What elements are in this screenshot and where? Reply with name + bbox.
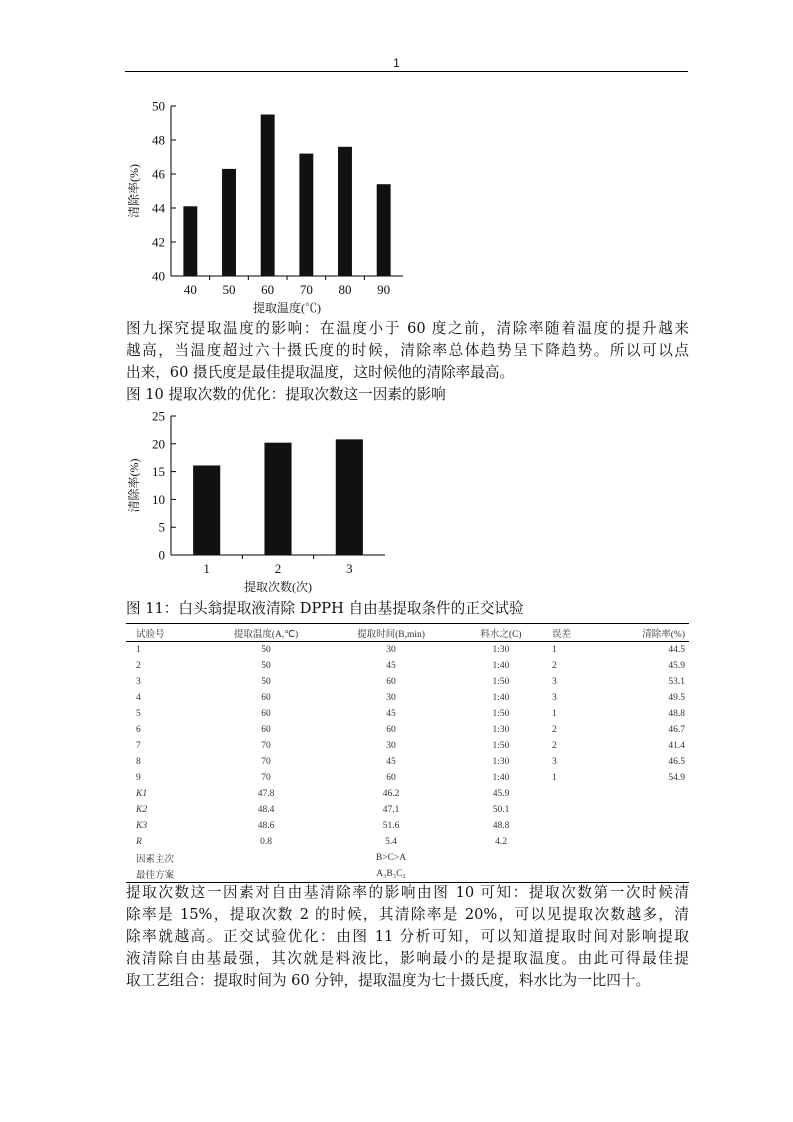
- table-cell: 0.8: [260, 837, 272, 847]
- table-cell: 50: [261, 677, 271, 687]
- table-row: [126, 642, 689, 659]
- paragraph-line: 除率是 15%，提取次数 2 的时候，其清除率是 20%，可以见提取次数越多，清: [126, 906, 689, 923]
- table-cell: 54.9: [668, 773, 685, 783]
- chart-extraction-temperature: [120, 96, 410, 322]
- bar: [336, 439, 363, 555]
- table-cell: 45.9: [492, 789, 510, 799]
- table-cell: 4.2: [495, 837, 507, 847]
- table-cell: 7: [136, 741, 141, 751]
- y-axis-label: 清除率(%): [127, 458, 141, 513]
- table-cell: 47.1: [382, 805, 400, 815]
- bar: [338, 147, 352, 276]
- table-cell: 2: [552, 661, 557, 671]
- x-tick-label: 90: [377, 282, 391, 297]
- table-cell: 50: [261, 661, 271, 671]
- table-cell: 60: [261, 693, 271, 703]
- column-header: 提取温度(A,℃): [206, 624, 326, 642]
- orthogonal-test-table: [126, 623, 689, 883]
- caption-figure-10: 图 10 提取次数的优化：提取次数这一因素的影响: [126, 386, 446, 403]
- table-cell: 1:30: [492, 725, 510, 735]
- stat-label: K1: [136, 789, 148, 799]
- y-tick-label: 48: [152, 132, 165, 148]
- best-plan-value: A₃B₃C₂: [326, 866, 456, 883]
- column-header: 料水之(C): [456, 624, 546, 642]
- y-tick-label: 42: [152, 234, 165, 250]
- stat-label: R: [136, 837, 142, 847]
- table-row: [126, 738, 689, 754]
- y-tick-label: 10: [152, 491, 165, 507]
- table-cell: 3: [136, 677, 141, 687]
- table-best-plan-row: [126, 866, 689, 883]
- x-tick-label: 60: [261, 282, 275, 297]
- factor-order-label: 因素主次: [136, 855, 175, 865]
- table-cell: 1:50: [492, 677, 510, 687]
- table-cell: 1:50: [492, 741, 510, 751]
- y-tick-label: 15: [152, 464, 165, 480]
- bar: [222, 169, 236, 276]
- table-cell: 45.9: [668, 661, 685, 671]
- table-cell: 1: [552, 709, 557, 719]
- table-cell: 1:30: [492, 645, 510, 655]
- table-cell: 51.6: [382, 821, 400, 831]
- table-cell: 48.6: [257, 821, 275, 831]
- table-cell: 1:40: [492, 773, 510, 783]
- y-tick-label: 5: [158, 519, 165, 535]
- table-cell: 50.1: [492, 805, 510, 815]
- table-cell: 49.5: [668, 693, 685, 703]
- x-tick-label: 50: [222, 282, 236, 297]
- table-cell: 2: [552, 725, 557, 735]
- factor-order-value: B>C>A: [375, 853, 407, 863]
- table-cell: 5.4: [385, 837, 397, 847]
- y-tick-label: 40: [152, 268, 165, 284]
- paragraph-count-and-orthogonal-analysis: [126, 882, 689, 992]
- table-row: [126, 754, 689, 770]
- table-cell: 4: [136, 693, 141, 703]
- bar: [377, 184, 391, 276]
- table-cell: 46.2: [382, 789, 400, 799]
- table-cell: 60: [386, 725, 396, 735]
- paragraph-line: 提取次数这一因素对自由基清除率的影响由图 10 可知：提取次数第一次时候清: [126, 884, 689, 901]
- table-row: [126, 706, 689, 722]
- stat-label: K2: [136, 805, 148, 815]
- caption-figure-11: 图 11：白头翁提取液清除 DPPH 自由基提取条件的正交试验: [126, 600, 524, 617]
- table-row: [126, 722, 689, 738]
- x-tick-label: 80: [338, 282, 352, 297]
- table-cell: 3: [552, 677, 557, 687]
- table-factor-order-row: [126, 850, 689, 866]
- bar: [264, 443, 291, 555]
- column-header: 清除率(%): [612, 624, 689, 642]
- bar: [299, 154, 313, 276]
- table-cell: 53.1: [668, 677, 685, 687]
- y-tick-label: 44: [152, 200, 165, 216]
- table-cell: 70: [261, 741, 271, 751]
- table-cell: 9: [136, 773, 141, 783]
- table-cell: 30: [386, 645, 396, 655]
- x-axis-label: 提取温度(℃): [253, 301, 321, 315]
- table-cell: 1: [552, 773, 557, 783]
- table-cell: 8: [136, 757, 141, 767]
- table-cell: 5: [136, 709, 141, 719]
- table-row: [126, 674, 689, 690]
- paragraph-temperature-analysis: [126, 318, 689, 384]
- x-tick-label: 40: [183, 282, 197, 297]
- table-cell: 1:50: [492, 709, 510, 719]
- table-cell: 2: [136, 661, 141, 671]
- table-cell: 41.4: [668, 741, 685, 751]
- table-cell: 44.5: [668, 645, 685, 655]
- table-header-row: [126, 624, 689, 642]
- table-cell: 47.8: [257, 789, 275, 799]
- table-row: [126, 690, 689, 706]
- column-header: 提取时间(B,min): [326, 624, 456, 642]
- paragraph-line: 图九探究提取温度的影响：在温度小于 60 度之前，清除率随着温度的提升越来: [126, 320, 689, 337]
- paragraph-line: 除率就越高。正交试验优化：由图 11 分析可知，可以知道提取时间对影响提取: [126, 928, 689, 945]
- y-tick-label: 20: [152, 436, 165, 452]
- table-stat-row: [126, 818, 689, 834]
- page-number: 1: [393, 56, 400, 70]
- y-tick-label: 25: [152, 408, 165, 424]
- table-cell: 30: [386, 741, 396, 751]
- header-rule: [125, 71, 688, 72]
- table-cell: 60: [386, 773, 396, 783]
- best-plan-label: 最佳方案: [126, 866, 206, 883]
- y-axis-label: 清除率(%): [127, 164, 141, 218]
- x-axis-label: 提取次数(次): [244, 580, 312, 594]
- table-row: [126, 658, 689, 674]
- x-tick-label: 2: [274, 561, 282, 576]
- table-cell: 46.5: [668, 757, 685, 767]
- table-stat-row: [126, 834, 689, 850]
- table-cell: 6: [136, 725, 141, 735]
- table-cell: 48.4: [257, 805, 275, 815]
- x-tick-label: 1: [203, 561, 210, 576]
- table-cell: 1:30: [492, 757, 510, 767]
- table-cell: 48.8: [668, 709, 685, 719]
- table-cell: 45: [386, 709, 396, 719]
- y-tick-label: 50: [152, 98, 165, 114]
- table-cell: 2: [552, 741, 557, 751]
- bar: [261, 115, 275, 277]
- chart-extraction-count: [120, 406, 410, 602]
- table-cell: 70: [261, 757, 271, 767]
- paragraph-line: 出来，60 摄氏度是最佳提取温度，这时候他的清除率最高。: [126, 364, 515, 381]
- table-stat-row: [126, 802, 689, 818]
- x-tick-label: 70: [299, 282, 313, 297]
- y-tick-label: 0: [158, 547, 165, 563]
- table-cell: 45: [386, 757, 396, 767]
- y-tick-label: 46: [152, 166, 165, 182]
- paragraph-line: 取工艺组合：提取时间为 60 分钟，提取温度为七十摄氏度，料水比为一比四十。: [126, 972, 651, 989]
- bar: [183, 206, 197, 276]
- table-cell: 60: [386, 677, 396, 687]
- table-cell: 1: [552, 645, 557, 655]
- table-cell: 3: [552, 757, 557, 767]
- table-cell: 46.7: [668, 725, 685, 735]
- x-tick-label: 3: [346, 561, 353, 576]
- stat-label: K3: [136, 821, 148, 831]
- table-cell: 50: [261, 645, 271, 655]
- table-cell: 1:40: [492, 661, 510, 671]
- table-cell: 45: [386, 661, 396, 671]
- column-header: 误差: [546, 624, 612, 642]
- table-cell: 3: [552, 693, 557, 703]
- paragraph-line: 液清除自由基最强，其次就是料液比，影响最小的是提取温度。由此可得最佳提: [126, 950, 689, 967]
- table-cell: 1: [136, 645, 141, 655]
- table-cell: 48.8: [492, 821, 510, 831]
- table-stat-row: [126, 786, 689, 802]
- table-cell: 60: [261, 709, 271, 719]
- table-cell: 30: [386, 693, 396, 703]
- table-cell: 70: [261, 773, 271, 783]
- table-cell: 60: [261, 725, 271, 735]
- paragraph-line: 越高，当温度超过六十摄氏度的时候，清除率总体趋势呈下降趋势。所以可以点: [126, 342, 689, 359]
- bar: [193, 465, 220, 555]
- table-cell: 1:40: [492, 693, 510, 703]
- table-row: [126, 770, 689, 786]
- column-header: 试验号: [126, 624, 206, 642]
